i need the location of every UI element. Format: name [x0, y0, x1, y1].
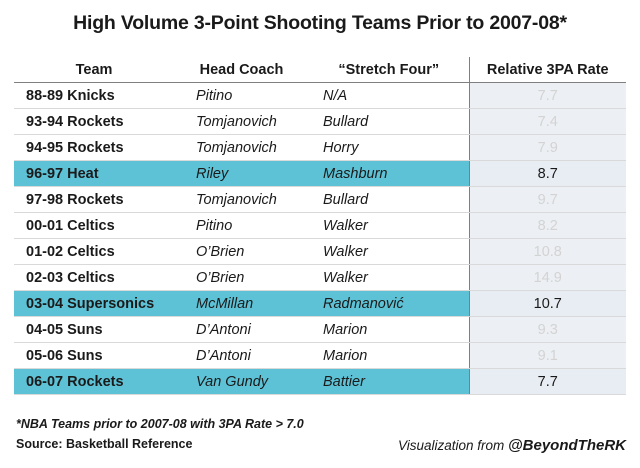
credit-prefix: Visualization from [397, 438, 509, 453]
cell-team: 01-02 Celtics [14, 239, 174, 265]
cell-relative-3pa-rate: 10.7 [469, 291, 626, 317]
cell-team: 93-94 Rockets [14, 109, 174, 135]
cell-relative-3pa-rate: 9.7 [469, 187, 626, 213]
table-row [14, 187, 626, 213]
cell-head-coach: Van Gundy [174, 369, 309, 395]
column-header-coach: Head Coach [174, 57, 309, 83]
cell-stretch-four: Battier [309, 369, 469, 395]
table-row [14, 291, 626, 317]
header-row [14, 57, 626, 83]
table-row [14, 161, 626, 187]
cell-team: 88-89 Knicks [14, 83, 174, 109]
table-row [14, 265, 626, 291]
cell-stretch-four: Marion [309, 343, 469, 369]
table-row [14, 83, 626, 109]
cell-head-coach: O’Brien [174, 239, 309, 265]
cell-head-coach: D’Antoni [174, 343, 309, 369]
cell-relative-3pa-rate: 7.9 [469, 135, 626, 161]
cell-head-coach: O’Brien [174, 265, 309, 291]
cell-relative-3pa-rate: 7.7 [469, 83, 626, 109]
table-container [14, 57, 626, 395]
footnote-text: *NBA Teams prior to 2007-08 with 3PA Rate > 7.0 [16, 417, 304, 432]
cell-stretch-four: Walker [309, 213, 469, 239]
page-title: High Volume 3-Point Shooting Teams Prior to 2007-08* [73, 12, 567, 34]
cell-stretch-four: Radmanović [309, 291, 469, 317]
cell-relative-3pa-rate: 7.4 [469, 109, 626, 135]
cell-relative-3pa-rate: 7.7 [469, 369, 626, 395]
cell-stretch-four: Walker [309, 239, 469, 265]
column-header-stretch-four: “Stretch Four” [309, 57, 469, 83]
cell-team: 96-97 Heat [14, 161, 174, 187]
cell-head-coach: McMillan [174, 291, 309, 317]
source-text: Source: Basketball Reference [16, 436, 193, 451]
cell-relative-3pa-rate: 9.1 [469, 343, 626, 369]
cell-stretch-four: Bullard [309, 187, 469, 213]
cell-team: 04-05 Suns [14, 317, 174, 343]
table-row [14, 317, 626, 343]
cell-stretch-four: N/A [309, 83, 469, 109]
table-row [14, 239, 626, 265]
cell-stretch-four: Marion [309, 317, 469, 343]
cell-team: 97-98 Rockets [14, 187, 174, 213]
column-header-team: Team [14, 57, 174, 83]
cell-stretch-four: Mashburn [309, 161, 469, 187]
data-table [14, 57, 626, 395]
cell-stretch-four: Horry [309, 135, 469, 161]
table-row [14, 343, 626, 369]
cell-team: 05-06 Suns [14, 343, 174, 369]
cell-team: 94-95 Rockets [14, 135, 174, 161]
cell-head-coach: Pitino [174, 213, 309, 239]
footnotes [16, 415, 304, 454]
cell-head-coach: Pitino [174, 83, 309, 109]
cell-relative-3pa-rate: 8.2 [469, 213, 626, 239]
cell-team: 03-04 Supersonics [14, 291, 174, 317]
table-body [14, 83, 626, 395]
cell-relative-3pa-rate: 9.3 [469, 317, 626, 343]
table-row [14, 135, 626, 161]
table-header [14, 57, 626, 83]
cell-head-coach: Tomjanovich [174, 109, 309, 135]
cell-stretch-four: Walker [309, 265, 469, 291]
table-row [14, 109, 626, 135]
cell-head-coach: Tomjanovich [174, 187, 309, 213]
cell-team: 06-07 Rockets [14, 369, 174, 395]
cell-team: 02-03 Celtics [14, 265, 174, 291]
table-row [14, 369, 626, 395]
cell-head-coach: D’Antoni [174, 317, 309, 343]
table-row [14, 213, 626, 239]
cell-relative-3pa-rate: 8.7 [469, 161, 626, 187]
cell-stretch-four: Bullard [309, 109, 469, 135]
column-header-relative-3pa-rate: Relative 3PA Rate [469, 57, 626, 83]
cell-head-coach: Tomjanovich [174, 135, 309, 161]
cell-head-coach: Riley [174, 161, 309, 187]
cell-relative-3pa-rate: 10.8 [469, 239, 626, 265]
credit-handle: @BeyondTheRK [508, 437, 626, 454]
cell-team: 00-01 Celtics [14, 213, 174, 239]
cell-relative-3pa-rate: 14.9 [469, 265, 626, 291]
credit [398, 437, 626, 454]
